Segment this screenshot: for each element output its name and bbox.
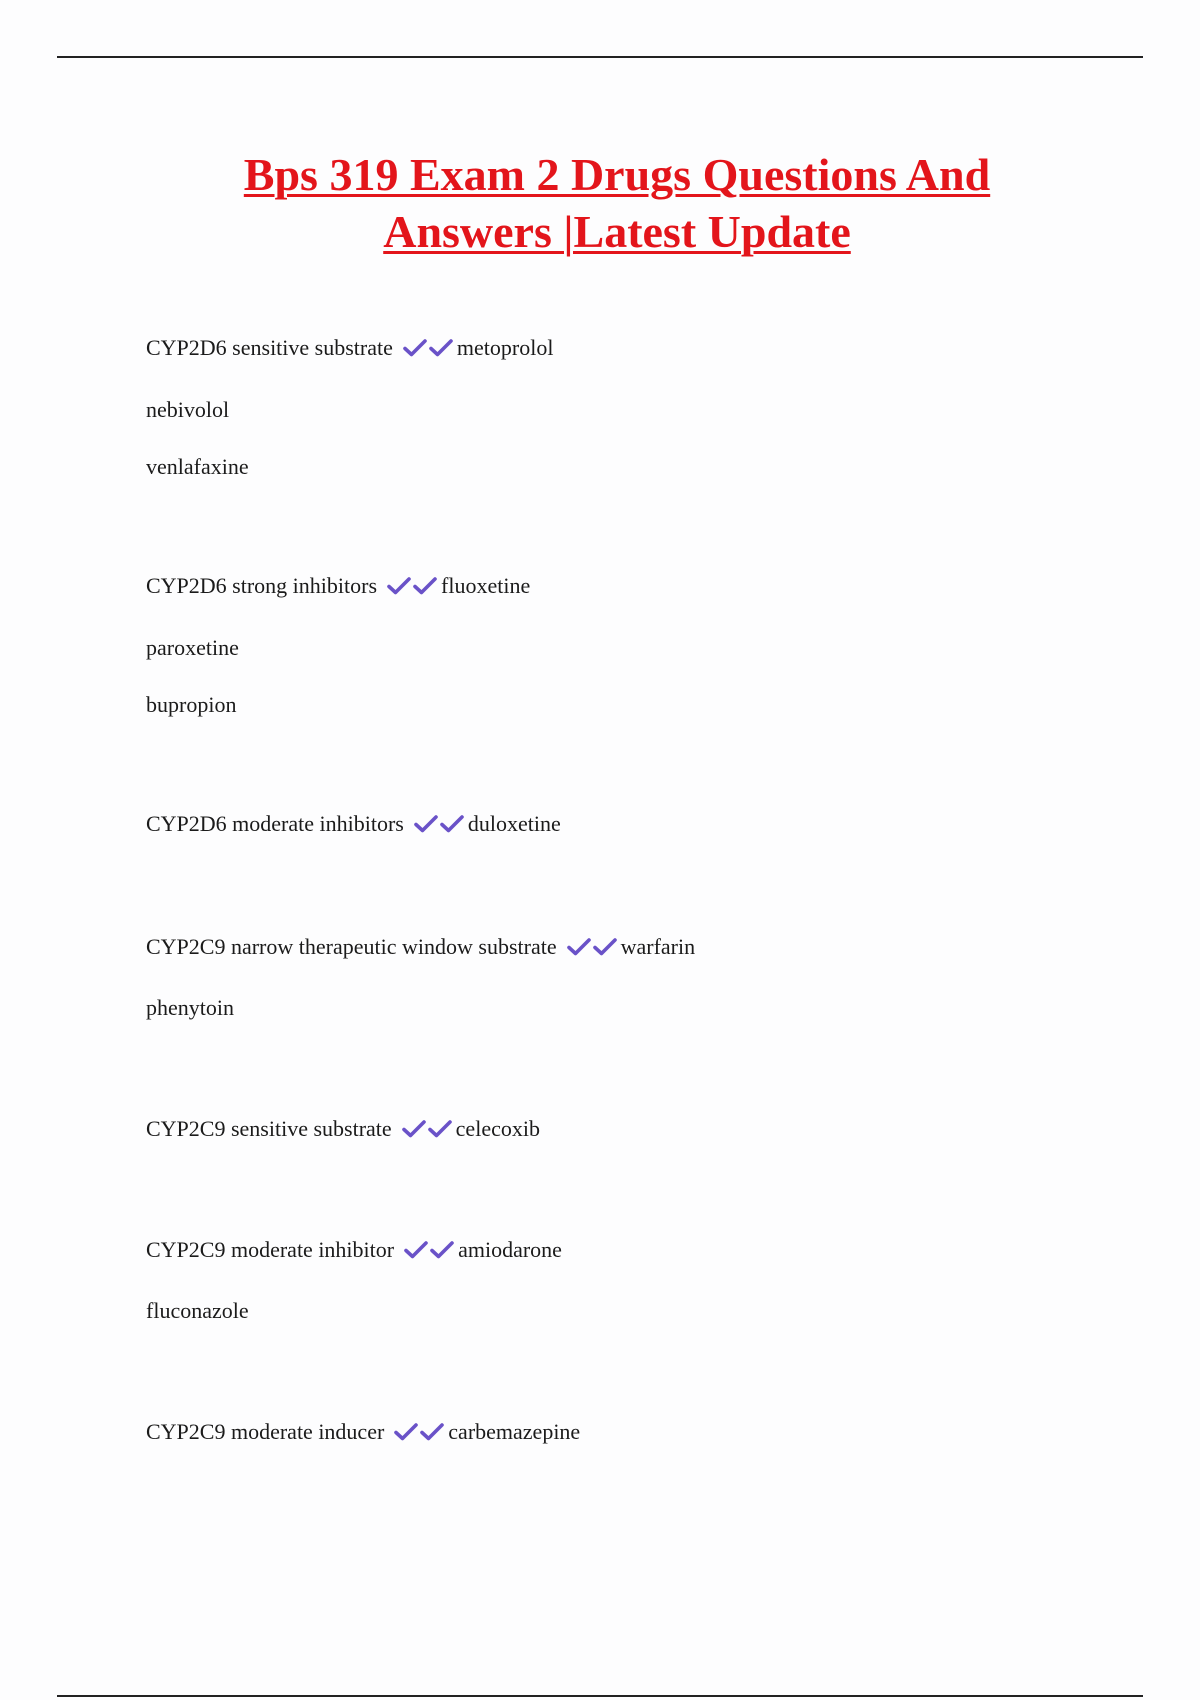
qa-item bbox=[146, 572, 530, 603]
answer-continuation: fluconazole bbox=[146, 1298, 249, 1323]
answer-text: fluoxetine bbox=[441, 573, 531, 598]
double-check-icon bbox=[387, 575, 439, 603]
double-check-icon bbox=[567, 936, 619, 964]
question-term: CYP2C9 narrow therapeutic window substrate bbox=[146, 934, 557, 959]
answer-continuation: paroxetine bbox=[146, 635, 239, 660]
answer-text: celecoxib bbox=[455, 1116, 540, 1141]
double-check-icon bbox=[402, 1118, 454, 1146]
answer-continuation: phenytoin bbox=[146, 995, 234, 1020]
double-check-icon bbox=[404, 1239, 456, 1267]
qa-item bbox=[146, 1418, 580, 1449]
check-mark-icon bbox=[567, 937, 591, 957]
title-line-2: Answers |Latest Update bbox=[383, 206, 851, 257]
answer-text: carbemazepine bbox=[448, 1419, 581, 1444]
qa-item bbox=[146, 334, 553, 365]
double-check-icon bbox=[403, 337, 455, 365]
question-term: CYP2C9 sensitive substrate bbox=[146, 1116, 392, 1141]
check-mark-icon bbox=[440, 814, 464, 834]
qa-item bbox=[146, 1115, 540, 1146]
answer-continuation: venlafaxine bbox=[146, 454, 249, 479]
answer-text: warfarin bbox=[620, 934, 696, 959]
check-mark-icon bbox=[404, 1240, 428, 1260]
document-title bbox=[150, 146, 1084, 260]
question-term: CYP2C9 moderate inducer bbox=[146, 1419, 385, 1444]
bottom-rule bbox=[57, 1695, 1143, 1697]
question-term: CYP2C9 moderate inhibitor bbox=[146, 1237, 395, 1262]
check-mark-icon bbox=[593, 937, 617, 957]
check-mark-icon bbox=[420, 1422, 444, 1442]
answer-text: duloxetine bbox=[467, 811, 561, 836]
check-mark-icon bbox=[428, 1119, 452, 1139]
question-term: CYP2D6 moderate inhibitors bbox=[146, 811, 404, 836]
check-mark-icon bbox=[413, 576, 437, 596]
qa-item bbox=[146, 933, 695, 964]
answer-text: amiodarone bbox=[458, 1237, 562, 1262]
qa-item bbox=[146, 1236, 562, 1267]
question-term: CYP2D6 sensitive substrate bbox=[146, 335, 393, 360]
check-mark-icon bbox=[430, 1240, 454, 1260]
check-mark-icon bbox=[403, 338, 427, 358]
check-mark-icon bbox=[402, 1119, 426, 1139]
check-mark-icon bbox=[387, 576, 411, 596]
double-check-icon bbox=[394, 1421, 446, 1449]
top-rule bbox=[57, 56, 1143, 58]
answer-text: metoprolol bbox=[456, 335, 554, 360]
double-check-icon bbox=[414, 813, 466, 841]
check-mark-icon bbox=[414, 814, 438, 834]
answer-continuation: bupropion bbox=[146, 692, 237, 717]
question-term: CYP2D6 strong inhibitors bbox=[146, 573, 378, 598]
check-mark-icon bbox=[429, 338, 453, 358]
answer-continuation: nebivolol bbox=[146, 397, 230, 422]
qa-item bbox=[146, 810, 561, 841]
check-mark-icon bbox=[394, 1422, 418, 1442]
title-line-1: Bps 319 Exam 2 Drugs Questions And bbox=[243, 149, 991, 200]
